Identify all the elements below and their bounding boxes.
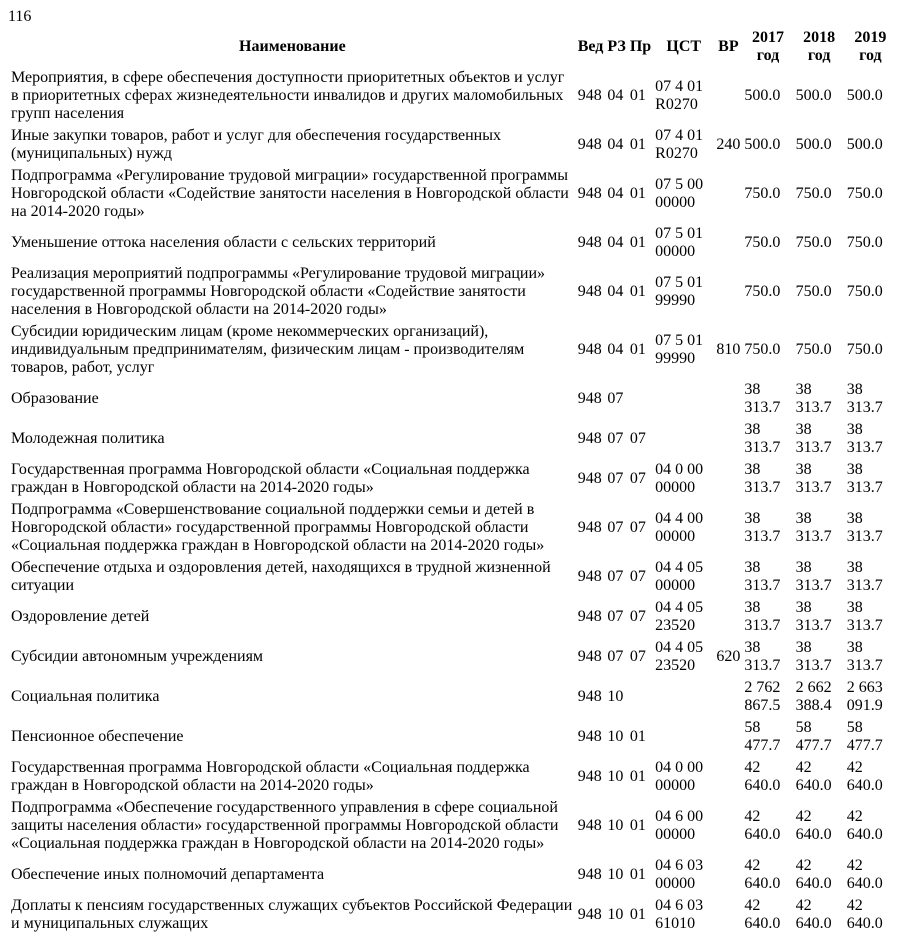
row-2018: 750.0 [795, 185, 832, 202]
row-pr: 07 [629, 430, 646, 447]
row-2017: 750.0 [744, 234, 781, 251]
table-row [10, 68, 895, 124]
row-2018: 42 640.0 [795, 897, 832, 932]
row-ved: 948 [577, 341, 602, 358]
row-name: Реализация мероприятий подпрограммы «Регулирование трудовой миграции» государственной программы Новгородской области «Содействие занятости населения в Новгородской области на 2014-2020 годы» [11, 265, 545, 318]
row-name: Пенсионное обеспечение [11, 728, 184, 745]
row-vr [715, 68, 741, 124]
row-pr: 01 [629, 768, 646, 785]
row-name: Подпрограмма «Совершенствование социальной поддержки семьи и детей в Новгородской области» государственной программы Новгородской области «Социальная поддержка граждан в Новгородской области на 2014-2020 годы» [11, 501, 545, 554]
row-vr [715, 166, 741, 222]
row-rz: 04 [607, 185, 624, 202]
row-pr: 01 [629, 817, 646, 834]
row-ved: 948 [577, 688, 602, 705]
table-row [10, 460, 895, 498]
row-ved: 948 [577, 568, 602, 585]
row-2017: 38 313.7 [744, 381, 781, 416]
row-2017: 38 313.7 [744, 599, 781, 634]
row-2018: 38 313.7 [795, 559, 832, 594]
row-ved: 948 [577, 519, 602, 536]
row-2017: 2 762 867.5 [744, 679, 781, 714]
row-2019: 38 313.7 [846, 559, 883, 594]
row-pr: 01 [629, 185, 646, 202]
header-2018: 2018 год [803, 29, 836, 64]
document-page [8, 8, 897, 936]
row-pr: 01 [629, 283, 646, 300]
row-rz: 10 [607, 906, 624, 923]
row-pr [629, 380, 652, 418]
row-2019: 750.0 [846, 283, 883, 300]
row-cst: 04 4 05 23520 [655, 639, 704, 674]
header-2019: 2019 год [854, 29, 887, 64]
row-2017: 500.0 [744, 87, 781, 104]
row-ved: 948 [577, 470, 602, 487]
row-ved: 948 [577, 390, 602, 407]
row-cst: 04 4 05 00000 [655, 559, 704, 594]
budget-table [8, 26, 897, 936]
row-vr: 240 [716, 136, 741, 153]
row-vr [715, 798, 741, 854]
row-2018: 58 477.7 [795, 719, 832, 754]
row-cst: 04 0 00 00000 [655, 759, 704, 794]
row-pr: 01 [629, 866, 646, 883]
row-cst [654, 718, 713, 756]
header-ved: Вед [577, 38, 604, 55]
table-row [10, 638, 895, 676]
row-ved: 948 [577, 817, 602, 834]
row-ved: 948 [577, 234, 602, 251]
row-2017: 42 640.0 [744, 808, 781, 843]
row-2017: 38 313.7 [744, 559, 781, 594]
row-vr [715, 224, 741, 262]
header-name: Наименование [239, 38, 346, 55]
row-cst: 07 5 01 00000 [655, 225, 704, 260]
row-vr [715, 598, 741, 636]
row-2018: 750.0 [795, 341, 832, 358]
row-rz: 07 [607, 568, 624, 585]
row-pr: 07 [629, 648, 646, 665]
row-2017: 750.0 [744, 341, 781, 358]
table-row [10, 896, 895, 934]
row-ved: 948 [577, 136, 602, 153]
row-pr: 01 [629, 906, 646, 923]
row-rz: 10 [607, 817, 624, 834]
page-number: 116 [8, 8, 32, 25]
row-2019: 2 663 091.9 [846, 679, 883, 714]
row-2017: 38 313.7 [744, 510, 781, 545]
row-2019: 38 313.7 [846, 461, 883, 496]
row-cst: 04 6 00 00000 [655, 808, 704, 843]
row-pr: 01 [629, 234, 646, 251]
row-2017: 750.0 [744, 185, 781, 202]
row-rz: 04 [607, 283, 624, 300]
row-pr [629, 678, 652, 716]
header-vr: ВР [718, 38, 739, 55]
row-2018: 750.0 [795, 283, 832, 300]
row-pr: 01 [629, 87, 646, 104]
row-2017: 42 640.0 [744, 759, 781, 794]
row-pr: 07 [629, 568, 646, 585]
table-header-row [10, 28, 895, 66]
row-vr: 620 [716, 648, 741, 665]
row-name: Субсидии юридическим лицам (кроме некоммерческих организаций), индивидуальным предпринимателям, физическим лицам - производителям товаров, работ, услуг [11, 323, 525, 376]
row-vr [715, 500, 741, 556]
row-name: Доплаты к пенсиям государственных служащих субъектов Российской Федерации и муниципальных служащих [11, 897, 573, 932]
row-2018: 42 640.0 [795, 808, 832, 843]
row-rz: 04 [607, 87, 624, 104]
table-row [10, 166, 895, 222]
row-name: Мероприятия, в сфере обеспечения доступности приоритетных объектов и услуг в приоритетных сферах жизнедеятельности инвалидов и других маломобильных групп населения [11, 69, 565, 122]
row-2018: 500.0 [795, 87, 832, 104]
row-2019: 750.0 [846, 341, 883, 358]
row-name: Подпрограмма «Регулирование трудовой миграции» государственной программы Новгородской области «Содействие занятости населения в Новгородской области на 2014-2020 годы» [11, 167, 569, 220]
row-2018: 38 313.7 [795, 461, 832, 496]
row-cst: 04 6 03 61010 [655, 897, 704, 932]
row-vr [715, 380, 741, 418]
row-vr [715, 678, 741, 716]
row-2018: 38 313.7 [795, 639, 832, 674]
row-ved: 948 [577, 728, 602, 745]
row-2018: 42 640.0 [795, 759, 832, 794]
row-ved: 948 [577, 283, 602, 300]
table-row [10, 264, 895, 320]
row-rz: 07 [607, 390, 624, 407]
row-rz: 10 [607, 688, 624, 705]
row-2018: 750.0 [795, 234, 832, 251]
row-2017: 42 640.0 [744, 897, 781, 932]
row-ved: 948 [577, 185, 602, 202]
row-vr [715, 896, 741, 934]
table-row [10, 856, 895, 894]
row-cst [654, 420, 713, 458]
row-2019: 38 313.7 [846, 510, 883, 545]
row-rz: 07 [607, 519, 624, 536]
row-cst: 07 4 01 R0270 [655, 127, 704, 162]
header-pr: Пр [629, 38, 652, 55]
row-vr [715, 264, 741, 320]
row-rz: 07 [607, 470, 624, 487]
row-name: Иные закупки товаров, работ и услуг для обеспечения государственных (муниципальных) нужд [11, 127, 501, 162]
row-name: Образование [11, 390, 99, 407]
row-vr [715, 420, 741, 458]
header-rz: РЗ [607, 38, 626, 55]
header-2017: 2017 год [751, 29, 784, 64]
row-2017: 38 313.7 [744, 421, 781, 456]
row-2018: 38 313.7 [795, 421, 832, 456]
row-pr: 01 [629, 728, 646, 745]
row-name: Обеспечение иных полномочий департамента [11, 866, 325, 883]
row-cst [654, 380, 713, 418]
header-cst: ЦСТ [666, 38, 702, 55]
row-vr [715, 758, 741, 796]
row-2018: 38 313.7 [795, 381, 832, 416]
table-row [10, 126, 895, 164]
row-ved: 948 [577, 608, 602, 625]
row-2019: 58 477.7 [846, 719, 883, 754]
row-2017: 42 640.0 [744, 857, 781, 892]
row-rz: 10 [607, 728, 624, 745]
row-name: Оздоровление детей [11, 608, 150, 625]
row-pr: 07 [629, 519, 646, 536]
row-2019: 42 640.0 [846, 808, 883, 843]
row-2017: 38 313.7 [744, 461, 781, 496]
row-vr [715, 460, 741, 498]
row-cst [654, 678, 713, 716]
row-2019: 750.0 [846, 234, 883, 251]
row-cst: 07 5 01 99990 [655, 332, 704, 367]
table-row [10, 380, 895, 418]
row-rz: 04 [607, 234, 624, 251]
table-body [10, 68, 895, 934]
row-pr: 01 [629, 341, 646, 358]
row-2019: 38 313.7 [846, 421, 883, 456]
table-row [10, 322, 895, 378]
row-ved: 948 [577, 87, 602, 104]
row-ved: 948 [577, 430, 602, 447]
row-cst: 07 5 00 00000 [655, 176, 704, 211]
row-2019: 38 313.7 [846, 381, 883, 416]
row-2017: 58 477.7 [744, 719, 781, 754]
row-rz: 07 [607, 648, 624, 665]
row-name: Уменьшение оттока населения области с сельских территорий [11, 234, 436, 251]
row-cst: 07 5 01 99990 [655, 274, 704, 309]
row-rz: 04 [607, 341, 624, 358]
row-cst: 04 6 03 00000 [655, 857, 704, 892]
row-cst: 04 0 00 00000 [655, 461, 704, 496]
row-cst: 04 4 00 00000 [655, 510, 704, 545]
row-pr: 07 [629, 608, 646, 625]
row-name: Подпрограмма «Обеспечение государственного управления в сфере социальной защиты населения области» государственной программы Новгородской области «Социальная поддержка граждан в Новгородской области на 2014-2020 годы» [11, 799, 559, 852]
row-rz: 10 [607, 866, 624, 883]
table-row [10, 500, 895, 556]
row-name: Социальная политика [11, 688, 160, 705]
table-row [10, 678, 895, 716]
row-ved: 948 [577, 648, 602, 665]
row-2017: 500.0 [744, 136, 781, 153]
row-2019: 38 313.7 [846, 599, 883, 634]
table-row [10, 598, 895, 636]
row-2018: 38 313.7 [795, 510, 832, 545]
row-cst: 04 4 05 23520 [655, 599, 704, 634]
row-2017: 38 313.7 [744, 639, 781, 674]
row-rz: 04 [607, 136, 624, 153]
row-vr [715, 856, 741, 894]
row-name: Государственная программа Новгородской области «Социальная поддержка граждан в Новгородской области на 2014-2020 годы» [11, 461, 530, 496]
row-vr: 810 [716, 341, 741, 358]
row-2019: 38 313.7 [846, 639, 883, 674]
row-name: Молодежная политика [11, 430, 165, 447]
row-ved: 948 [577, 768, 602, 785]
row-rz: 07 [607, 430, 624, 447]
row-2019: 750.0 [846, 185, 883, 202]
row-pr: 01 [629, 136, 646, 153]
row-rz: 07 [607, 608, 624, 625]
row-rz: 10 [607, 768, 624, 785]
row-2019: 42 640.0 [846, 759, 883, 794]
row-name: Обеспечение отдыха и оздоровления детей, находящихся в трудной жизненной ситуации [11, 559, 551, 594]
row-cst: 07 4 01 R0270 [655, 78, 704, 113]
row-2018: 42 640.0 [795, 857, 832, 892]
row-2019: 42 640.0 [846, 897, 883, 932]
row-vr [715, 558, 741, 596]
row-vr [715, 718, 741, 756]
row-2019: 500.0 [846, 136, 883, 153]
row-2018: 500.0 [795, 136, 832, 153]
row-2018: 2 662 388.4 [795, 679, 832, 714]
row-ved: 948 [577, 866, 602, 883]
table-row [10, 758, 895, 796]
row-ved: 948 [577, 906, 602, 923]
row-name: Субсидии автономным учреждениям [11, 648, 264, 665]
row-name: Государственная программа Новгородской области «Социальная поддержка граждан в Новгородской области на 2014-2020 годы» [11, 759, 530, 794]
row-pr: 07 [629, 470, 646, 487]
row-2018: 38 313.7 [795, 599, 832, 634]
table-row [10, 558, 895, 596]
table-row [10, 420, 895, 458]
table-row [10, 224, 895, 262]
table-row [10, 718, 895, 756]
table-row [10, 798, 895, 854]
row-2019: 500.0 [846, 87, 883, 104]
row-2019: 42 640.0 [846, 857, 883, 892]
row-2017: 750.0 [744, 283, 781, 300]
